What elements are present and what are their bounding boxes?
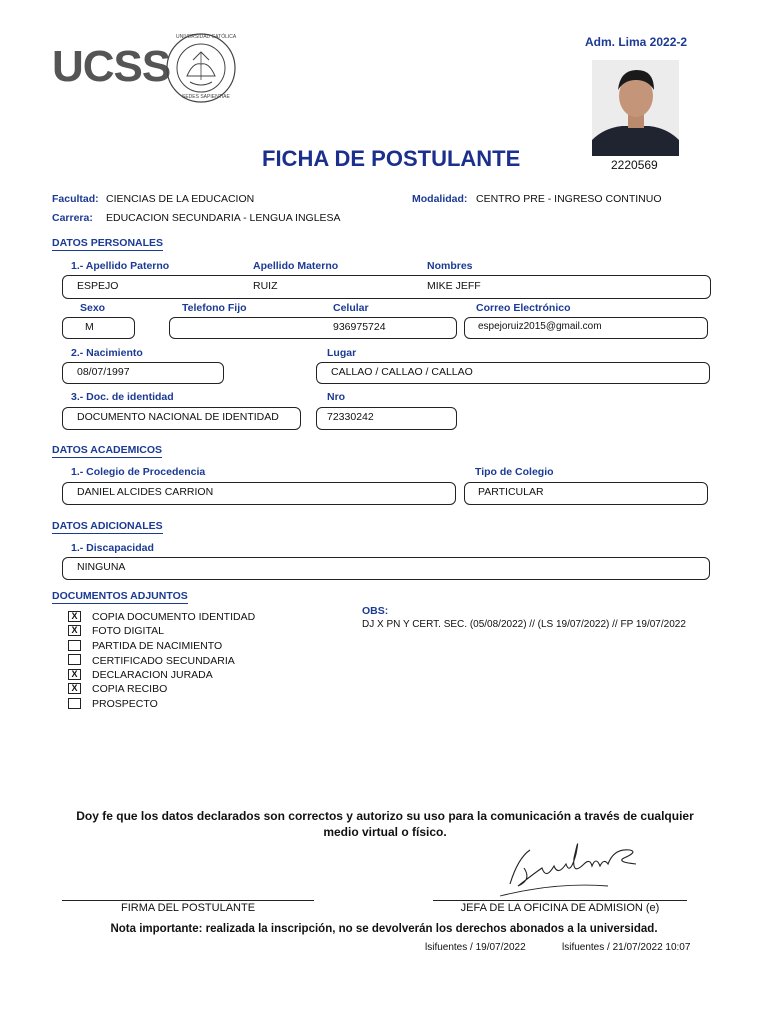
apellido-materno-value: RUIZ xyxy=(253,280,278,292)
celular-value: 936975724 xyxy=(333,321,386,333)
names-field xyxy=(62,275,711,299)
admission-period: Adm. Lima 2022-2 xyxy=(585,35,688,49)
important-note: Nota importante: realizada la inscripción, no se devolverán los derechos abonados a la universidad. xyxy=(110,923,658,935)
facultad-value: CIENCIAS DE LA EDUCACION xyxy=(106,193,255,205)
signature-jefa xyxy=(496,828,646,902)
doc-checkbox-3[interactable] xyxy=(68,640,81,651)
doc-checkbox-5[interactable]: X xyxy=(68,669,81,680)
doc-item-label: COPIA RECIBO xyxy=(92,683,168,695)
doc-item-label: FOTO DIGITAL xyxy=(92,625,164,637)
lugar-label: Lugar xyxy=(327,347,357,359)
logo-text: UCSS xyxy=(52,42,171,91)
seal-text-bottom: SEDES SAPIENTIAE xyxy=(182,94,230,100)
correo-label: Correo Electrónico xyxy=(476,302,571,314)
audit-created: lsifuentes / 19/07/2022 xyxy=(425,942,526,953)
applicant-code: 2220569 xyxy=(611,158,658,172)
doc-checkbox-7[interactable] xyxy=(68,698,81,709)
modalidad-value: CENTRO PRE - INGRESO CONTINUO xyxy=(476,193,662,205)
apellido-paterno-value: ESPEJO xyxy=(77,280,119,292)
celular-label: Celular xyxy=(333,302,369,314)
apellido-materno-label: Apellido Materno xyxy=(253,260,339,272)
section-documentos-adjuntos: DOCUMENTOS ADJUNTOS xyxy=(52,590,188,602)
page-title: FICHA DE POSTULANTE xyxy=(262,146,521,171)
section-datos-academicos: DATOS ACADEMICOS xyxy=(52,444,163,456)
nacimiento-label: 2.- Nacimiento xyxy=(71,347,143,359)
doc-checkbox-2[interactable]: X xyxy=(68,625,81,636)
phone-field xyxy=(169,317,457,339)
discapacidad-label: 1.- Discapacidad xyxy=(71,542,154,554)
lugar-value: CALLAO / CALLAO / CALLAO xyxy=(331,366,473,378)
modalidad-label: Modalidad: xyxy=(412,193,468,205)
obs-label: OBS: xyxy=(362,605,389,617)
doc-item-label: DECLARACION JURADA xyxy=(92,669,213,681)
tipo-colegio-label: Tipo de Colegio xyxy=(475,466,554,478)
tipo-colegio-value: PARTICULAR xyxy=(478,486,544,498)
doc-item-label: PROSPECTO xyxy=(92,698,158,710)
audit-updated: lsifuentes / 21/07/2022 10:07 xyxy=(562,942,691,953)
doc-label: 3.- Doc. de identidad xyxy=(71,391,174,403)
doc-item-label: COPIA DOCUMENTO IDENTIDAD xyxy=(92,611,256,623)
firma-postulante-label: FIRMA DEL POSTULANTE xyxy=(120,902,256,914)
applicant-photo xyxy=(592,60,679,156)
sexo-value: M xyxy=(85,321,94,333)
university-seal xyxy=(162,32,240,104)
nacimiento-value: 08/07/1997 xyxy=(77,366,130,378)
sexo-field xyxy=(62,317,135,339)
colegio-label: 1.- Colegio de Procedencia xyxy=(71,466,206,478)
section-datos-personales: DATOS PERSONALES xyxy=(52,237,164,249)
nro-label: Nro xyxy=(327,391,346,403)
section-datos-adicionales: DATOS ADICIONALES xyxy=(52,520,163,532)
firma-jefa-label: JEFA DE LA OFICINA DE ADMISION (e) xyxy=(460,902,660,914)
doc-checkbox-6[interactable]: X xyxy=(68,683,81,694)
doc-item-label: CERTIFICADO SECUNDARIA xyxy=(92,655,235,667)
colegio-value: DANIEL ALCIDES CARRION xyxy=(77,486,214,498)
doc-value: DOCUMENTO NACIONAL DE IDENTIDAD xyxy=(77,411,279,423)
telefono-label: Telefono Fijo xyxy=(182,302,247,314)
carrera-value: EDUCACION SECUNDARIA - LENGUA INGLESA xyxy=(106,212,341,224)
carrera-label: Carrera: xyxy=(52,212,93,224)
sexo-label: Sexo xyxy=(80,302,106,314)
seal-text-top: UNIVERSIDAD CATÓLICA xyxy=(176,34,237,40)
signature-line-postulante xyxy=(62,900,314,901)
doc-checkbox-4[interactable] xyxy=(68,654,81,665)
doc-item-label: PARTIDA DE NACIMIENTO xyxy=(92,640,223,652)
university-logo xyxy=(52,42,170,92)
discapacidad-value: NINGUNA xyxy=(77,561,126,573)
signature-line-jefa xyxy=(433,900,687,901)
nro-value: 72330242 xyxy=(327,411,374,423)
facultad-label: Facultad: xyxy=(52,193,99,205)
doc-checkbox-1[interactable]: X xyxy=(68,611,81,622)
correo-value: espejoruiz2015@gmail.com xyxy=(478,321,602,332)
obs-value: DJ X PN Y CERT. SEC. (05/08/2022) // (LS 19/07/2022) // FP 19/07/2022 xyxy=(362,619,686,630)
declaration-text: Doy fe que los datos declarados son correctos y autorizo su uso para la comunicación a través de cualquier medio virtual o físico. xyxy=(76,809,694,839)
apellido-paterno-label: 1.- Apellido Paterno xyxy=(71,260,170,272)
nombres-value: MIKE JEFF xyxy=(427,280,481,292)
disability-field xyxy=(62,557,710,580)
nombres-label: Nombres xyxy=(427,260,473,272)
